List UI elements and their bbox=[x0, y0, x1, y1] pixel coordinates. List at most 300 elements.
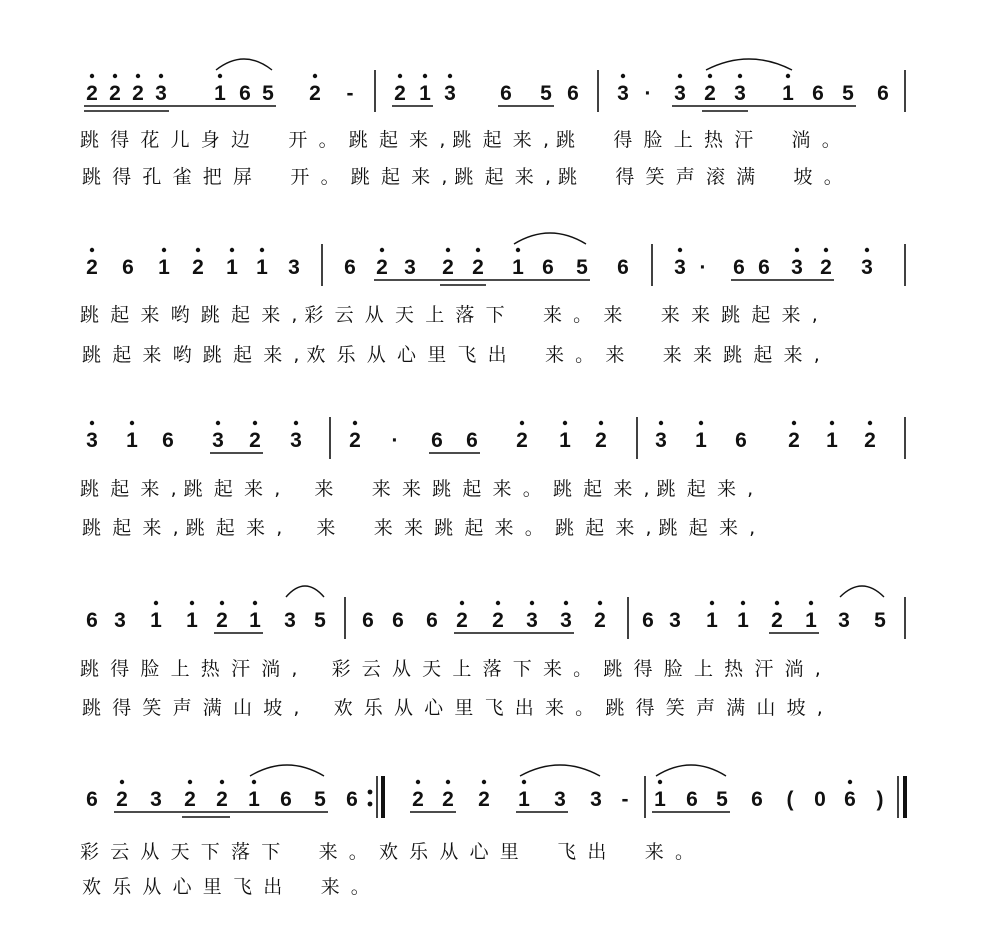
slur-arc bbox=[286, 586, 324, 597]
note: 3 bbox=[674, 82, 686, 105]
lyric-char: 淌 bbox=[791, 129, 811, 151]
octave-dot bbox=[530, 601, 534, 605]
note: 1 bbox=[695, 429, 707, 452]
lyric-char: 汗 bbox=[231, 658, 251, 680]
lyric-char: 来 bbox=[411, 166, 431, 188]
score-system bbox=[80, 233, 905, 366]
note: 1 bbox=[737, 609, 749, 632]
note: 6 bbox=[362, 609, 374, 632]
octave-dot bbox=[446, 780, 450, 784]
lyric-char: 欢 bbox=[378, 841, 398, 863]
note: 2 bbox=[516, 429, 528, 452]
lyric-char: 跳 bbox=[552, 478, 572, 500]
lyric-char: 出 bbox=[587, 841, 607, 863]
note: 3 bbox=[554, 788, 566, 811]
octave-dot bbox=[159, 74, 163, 78]
note: 6 bbox=[392, 609, 404, 632]
lyric-char: , bbox=[544, 166, 552, 188]
lyric-char: 来 bbox=[142, 517, 162, 539]
octave-dot bbox=[218, 74, 222, 78]
lyric-char: 热 bbox=[724, 658, 744, 680]
octave-dot bbox=[564, 601, 568, 605]
note: 1 bbox=[654, 788, 666, 811]
note: 6 bbox=[542, 256, 554, 279]
lyric-char: 来 bbox=[514, 166, 534, 188]
note: 2 bbox=[472, 256, 484, 279]
octave-dot bbox=[216, 421, 220, 425]
lyric-char: 山 bbox=[756, 697, 776, 719]
octave-dot bbox=[196, 248, 200, 252]
lyric-char: 来 bbox=[140, 478, 160, 500]
note: 2 bbox=[456, 609, 468, 632]
note: 2 bbox=[216, 788, 228, 811]
lyric-char: 跳 bbox=[82, 697, 102, 719]
lyric-char: 彩 bbox=[331, 658, 351, 680]
note: 2 bbox=[788, 429, 800, 452]
lyric-char: 跳 bbox=[603, 658, 623, 680]
lyric-char: , bbox=[643, 478, 650, 500]
note: 6 bbox=[122, 256, 134, 279]
lyric-char: , bbox=[814, 658, 821, 680]
lyric-char: 把 bbox=[202, 166, 222, 188]
note: 6 bbox=[162, 429, 174, 452]
lyric-char: 起 bbox=[484, 166, 504, 188]
note: 1 bbox=[226, 256, 238, 279]
note: 3 bbox=[288, 256, 300, 279]
note: 6 bbox=[642, 609, 654, 632]
lyric-char: , bbox=[172, 517, 179, 539]
octave-dot bbox=[563, 421, 567, 425]
repeat-dot bbox=[368, 802, 373, 807]
lyric-char: 脸 bbox=[643, 129, 663, 151]
lyric-char: 。 bbox=[350, 876, 370, 898]
note: 6 bbox=[239, 82, 251, 105]
lyric-char: 来 bbox=[318, 841, 338, 863]
lyric-char: 得 bbox=[110, 129, 130, 151]
lyric-char: 跳 bbox=[432, 478, 452, 500]
lyric-char: 脸 bbox=[140, 658, 160, 680]
lyric-char: 。 bbox=[575, 344, 595, 366]
lyric-line bbox=[80, 304, 818, 326]
lyric-char: 笑 bbox=[142, 697, 162, 719]
lyric-char: 开 bbox=[288, 129, 308, 151]
lyric-char: 满 bbox=[726, 697, 746, 719]
note: 5 bbox=[314, 609, 326, 632]
lyric-char: 乐 bbox=[409, 841, 429, 863]
lyric-char: 上 bbox=[170, 658, 190, 680]
note: 5 bbox=[874, 609, 886, 632]
lyric-line bbox=[82, 697, 823, 719]
lyric-char: 落 bbox=[482, 658, 502, 680]
lyric-char: 跳 bbox=[557, 166, 577, 188]
note: 5 bbox=[314, 788, 326, 811]
lyric-char: 飞 bbox=[557, 841, 577, 863]
lyric-char: 上 bbox=[452, 658, 472, 680]
lyric-char: 起 bbox=[112, 344, 132, 366]
lyric-char: 彩 bbox=[304, 304, 324, 326]
lyric-char: 起 bbox=[380, 166, 400, 188]
lyric-char: 来 bbox=[662, 344, 682, 366]
note: 6 bbox=[344, 256, 356, 279]
lyric-char: 从 bbox=[391, 658, 411, 680]
lyric-char: 得 bbox=[615, 166, 635, 188]
note: 1 bbox=[186, 609, 198, 632]
note: 1 bbox=[158, 256, 170, 279]
note: 1 bbox=[256, 256, 268, 279]
octave-dot bbox=[482, 780, 486, 784]
note: 1 bbox=[248, 788, 260, 811]
octave-dot bbox=[792, 421, 796, 425]
octave-dot bbox=[710, 601, 714, 605]
lyric-char: 心 bbox=[469, 841, 489, 863]
note: 2 bbox=[376, 256, 388, 279]
note: 6 bbox=[426, 609, 438, 632]
lyric-char: , bbox=[811, 304, 818, 326]
lyric-char: 云 bbox=[110, 841, 130, 863]
lyric-char: 山 bbox=[233, 697, 253, 719]
lyric-line bbox=[80, 129, 841, 151]
lyric-char: 起 bbox=[215, 517, 235, 539]
lyric-char: 跳 bbox=[185, 517, 205, 539]
note: 1 bbox=[512, 256, 524, 279]
lyric-char: 满 bbox=[736, 166, 756, 188]
lyric-char: 来 bbox=[716, 478, 736, 500]
lyric-char: 来 bbox=[492, 478, 512, 500]
lyric-char: 起 bbox=[751, 304, 771, 326]
lyric-char: 里 bbox=[454, 697, 474, 719]
lyric-char: 来 bbox=[142, 344, 162, 366]
lyric-char: , bbox=[645, 517, 652, 539]
lyric-char: 来 bbox=[783, 344, 803, 366]
lyric-char: 雀 bbox=[172, 166, 192, 188]
lyric-char: 起 bbox=[233, 344, 253, 366]
lyric-char: 出 bbox=[263, 876, 283, 898]
lyric-char: 淌 bbox=[784, 658, 804, 680]
lyric-char: 下 bbox=[485, 304, 505, 326]
lyric-char: 来 bbox=[605, 344, 625, 366]
octave-dot bbox=[598, 601, 602, 605]
note: 3 bbox=[674, 256, 686, 279]
lyric-char: 跳 bbox=[183, 478, 203, 500]
octave-dot bbox=[599, 421, 603, 425]
lyric-char: 起 bbox=[688, 517, 708, 539]
lyric-char: 出 bbox=[514, 697, 534, 719]
note: 2 bbox=[595, 429, 607, 452]
lyric-char: 起 bbox=[753, 344, 773, 366]
note: 3 bbox=[838, 609, 850, 632]
lyric-char: 起 bbox=[213, 478, 233, 500]
lyric-char: 彩 bbox=[80, 841, 100, 863]
lyric-char: 。 bbox=[674, 841, 694, 863]
lyric-char: 里 bbox=[202, 876, 222, 898]
lyric-line bbox=[82, 344, 820, 366]
slur-arc bbox=[514, 233, 586, 244]
lyric-char: 起 bbox=[112, 517, 132, 539]
note: 6 bbox=[431, 429, 443, 452]
lyric-char: 声 bbox=[675, 166, 695, 188]
octave-dot bbox=[446, 248, 450, 252]
lyric-char: 飞 bbox=[457, 344, 477, 366]
note: 6 bbox=[877, 82, 889, 105]
note: 3 bbox=[590, 788, 602, 811]
note: 5 bbox=[262, 82, 274, 105]
note: 6 bbox=[735, 429, 747, 452]
note: 3 bbox=[155, 82, 167, 105]
lyric-char: 笑 bbox=[665, 697, 685, 719]
lyric-char: 起 bbox=[462, 478, 482, 500]
note: 6 bbox=[812, 82, 824, 105]
note: 1 bbox=[559, 429, 571, 452]
lyric-char: 儿 bbox=[170, 129, 190, 151]
lyric-line bbox=[82, 876, 370, 898]
note: 6 bbox=[617, 256, 629, 279]
lyric-char: 跳 bbox=[723, 344, 743, 366]
octave-dot bbox=[621, 74, 625, 78]
lyric-char: 得 bbox=[112, 166, 132, 188]
lyric-char: 欢 bbox=[333, 697, 353, 719]
note: 2 bbox=[442, 788, 454, 811]
lyric-char: 飞 bbox=[484, 697, 504, 719]
octave-dot bbox=[830, 421, 834, 425]
note: 6 bbox=[86, 788, 98, 811]
lyric-char: 心 bbox=[397, 344, 417, 366]
lyric-char: 来 bbox=[544, 344, 564, 366]
lyric-char: 起 bbox=[378, 129, 398, 151]
note: 6 bbox=[500, 82, 512, 105]
note: 5 bbox=[576, 256, 588, 279]
note: 6 bbox=[733, 256, 745, 279]
lyric-char: 从 bbox=[393, 697, 413, 719]
lyric-char: 起 bbox=[585, 517, 605, 539]
lyric-char: 满 bbox=[202, 697, 222, 719]
octave-dot bbox=[460, 601, 464, 605]
lyric-char: 得 bbox=[635, 697, 655, 719]
repeat-dot bbox=[368, 790, 373, 795]
lyric-char: 落 bbox=[455, 304, 475, 326]
octave-dot bbox=[775, 601, 779, 605]
lyric-char: 滚 bbox=[705, 166, 725, 188]
note: 2 bbox=[309, 82, 321, 105]
lyric-char: 天 bbox=[170, 841, 190, 863]
lyric-char: 。 bbox=[821, 129, 841, 151]
note: 5 bbox=[716, 788, 728, 811]
lyric-char: 来 bbox=[603, 304, 623, 326]
octave-dot bbox=[795, 248, 799, 252]
slur-arc bbox=[520, 765, 600, 776]
note: 2 bbox=[594, 609, 606, 632]
lyric-char: 坡 bbox=[263, 697, 283, 719]
lyric-char: 云 bbox=[334, 304, 354, 326]
lyric-char: 跳 bbox=[721, 304, 741, 326]
lyric-char: 起 bbox=[110, 304, 130, 326]
note: 1 bbox=[214, 82, 226, 105]
note: · bbox=[391, 429, 399, 452]
note: 6 bbox=[280, 788, 292, 811]
lyric-char: 下 bbox=[512, 658, 532, 680]
lyric-char: 来 bbox=[316, 517, 336, 539]
lyric-char: 来 bbox=[371, 478, 391, 500]
octave-dot bbox=[699, 421, 703, 425]
lyric-char: 跳 bbox=[658, 517, 678, 539]
octave-dot bbox=[162, 248, 166, 252]
octave-dot bbox=[476, 248, 480, 252]
lyric-char: 跳 bbox=[82, 517, 102, 539]
octave-dot bbox=[188, 780, 192, 784]
lyric-char: 。 bbox=[823, 166, 843, 188]
lyric-char: 来 bbox=[244, 478, 264, 500]
lyric-char: 起 bbox=[464, 517, 484, 539]
lyric-char: 从 bbox=[142, 876, 162, 898]
note: 2 bbox=[86, 256, 98, 279]
lyric-char: 边 bbox=[231, 129, 251, 151]
lyric-char: 上 bbox=[673, 129, 693, 151]
lyric-char: 来 bbox=[660, 304, 680, 326]
note: 1 bbox=[249, 609, 261, 632]
note: 1 bbox=[782, 82, 794, 105]
note: 2 bbox=[412, 788, 424, 811]
octave-dot bbox=[708, 74, 712, 78]
lyric-char: 跳 bbox=[656, 478, 676, 500]
octave-dot bbox=[522, 780, 526, 784]
lyric-char: 来 bbox=[403, 517, 423, 539]
note: 2 bbox=[109, 82, 121, 105]
score-system bbox=[80, 586, 905, 719]
note: 2 bbox=[394, 82, 406, 105]
lyric-char: 来 bbox=[781, 304, 801, 326]
note: 3 bbox=[86, 429, 98, 452]
note: ( bbox=[786, 788, 794, 811]
octave-dot bbox=[658, 780, 662, 784]
lyric-char: 乐 bbox=[363, 697, 383, 719]
lyric-char: 汗 bbox=[734, 129, 754, 151]
note: 1 bbox=[150, 609, 162, 632]
octave-dot bbox=[130, 421, 134, 425]
lyric-char: 下 bbox=[261, 841, 281, 863]
lyric-char: 。 bbox=[573, 658, 593, 680]
octave-dot bbox=[380, 248, 384, 252]
octave-dot bbox=[253, 601, 257, 605]
octave-dot bbox=[516, 248, 520, 252]
lyric-char: 来 bbox=[542, 658, 562, 680]
note: 3 bbox=[560, 609, 572, 632]
octave-dot bbox=[824, 248, 828, 252]
lyric-char: , bbox=[276, 517, 283, 539]
lyric-char: 来 bbox=[140, 304, 160, 326]
lyric-char: , bbox=[816, 697, 823, 719]
lyric-char: 从 bbox=[364, 304, 384, 326]
octave-dot bbox=[659, 421, 663, 425]
lyric-char: 。 bbox=[348, 841, 368, 863]
octave-dot bbox=[520, 421, 524, 425]
octave-dot bbox=[738, 74, 742, 78]
note: 6 bbox=[86, 609, 98, 632]
note: 3 bbox=[734, 82, 746, 105]
lyric-char: 起 bbox=[231, 304, 251, 326]
lyric-char: 云 bbox=[361, 658, 381, 680]
slur-arc bbox=[706, 59, 792, 70]
lyric-char: 跳 bbox=[82, 166, 102, 188]
note: 2 bbox=[771, 609, 783, 632]
lyric-char: 来 bbox=[644, 841, 664, 863]
note: - bbox=[346, 82, 354, 105]
lyric-char: 落 bbox=[231, 841, 251, 863]
octave-dot bbox=[252, 780, 256, 784]
note: 3 bbox=[655, 429, 667, 452]
octave-dot bbox=[220, 780, 224, 784]
octave-dot bbox=[353, 421, 357, 425]
note: 6 bbox=[346, 788, 358, 811]
note: 2 bbox=[249, 429, 261, 452]
note: 0 bbox=[814, 788, 826, 811]
lyric-char: 。 bbox=[320, 166, 340, 188]
lyric-char: 哟 bbox=[172, 344, 192, 366]
lyric-line bbox=[82, 517, 755, 539]
lyric-char: 来 bbox=[320, 876, 340, 898]
note: 2 bbox=[184, 788, 196, 811]
lyric-char: 来 bbox=[401, 478, 421, 500]
note: 2 bbox=[704, 82, 716, 105]
lyric-char: 来 bbox=[718, 517, 738, 539]
lyric-char: 从 bbox=[439, 841, 459, 863]
lyric-line bbox=[80, 658, 821, 680]
lyric-char: 来 bbox=[261, 304, 281, 326]
note: 6 bbox=[466, 429, 478, 452]
lyric-char: , bbox=[274, 478, 281, 500]
lyric-char: 跳 bbox=[554, 517, 574, 539]
lyric-char: , bbox=[170, 478, 177, 500]
lyric-char: 跳 bbox=[605, 697, 625, 719]
note: 6 bbox=[758, 256, 770, 279]
lyric-char: 跳 bbox=[348, 129, 368, 151]
lyric-char: 天 bbox=[422, 658, 442, 680]
lyric-char: 声 bbox=[695, 697, 715, 719]
note: 1 bbox=[805, 609, 817, 632]
note: 6 bbox=[686, 788, 698, 811]
note: 3 bbox=[526, 609, 538, 632]
lyric-line bbox=[82, 166, 843, 188]
lyric-char: 得 bbox=[613, 129, 633, 151]
octave-dot bbox=[253, 421, 257, 425]
lyric-char: 汗 bbox=[754, 658, 774, 680]
lyric-char: , bbox=[293, 344, 300, 366]
octave-dot bbox=[423, 74, 427, 78]
lyric-char: 心 bbox=[424, 697, 444, 719]
slur-arc bbox=[216, 59, 272, 70]
octave-dot bbox=[398, 74, 402, 78]
lyric-char: 来 bbox=[613, 478, 633, 500]
octave-dot bbox=[865, 248, 869, 252]
lyric-char: 坡 bbox=[793, 166, 813, 188]
note: 2 bbox=[216, 609, 228, 632]
lyric-char: 出 bbox=[487, 344, 507, 366]
lyric-char: 欢 bbox=[306, 344, 326, 366]
octave-dot bbox=[868, 421, 872, 425]
lyric-char: 跳 bbox=[80, 478, 100, 500]
lyric-char: 笑 bbox=[645, 166, 665, 188]
note: 3 bbox=[404, 256, 416, 279]
note: 2 bbox=[349, 429, 361, 452]
note: 1 bbox=[126, 429, 138, 452]
note: 5 bbox=[540, 82, 552, 105]
note: 2 bbox=[116, 788, 128, 811]
octave-dot bbox=[90, 248, 94, 252]
lyric-char: 来 bbox=[512, 129, 532, 151]
lyric-char: , bbox=[441, 166, 448, 188]
slur-arc bbox=[840, 586, 884, 597]
lyric-char: 跳 bbox=[82, 344, 102, 366]
lyric-char: 来 bbox=[692, 344, 712, 366]
lyric-char: 上 bbox=[425, 304, 445, 326]
